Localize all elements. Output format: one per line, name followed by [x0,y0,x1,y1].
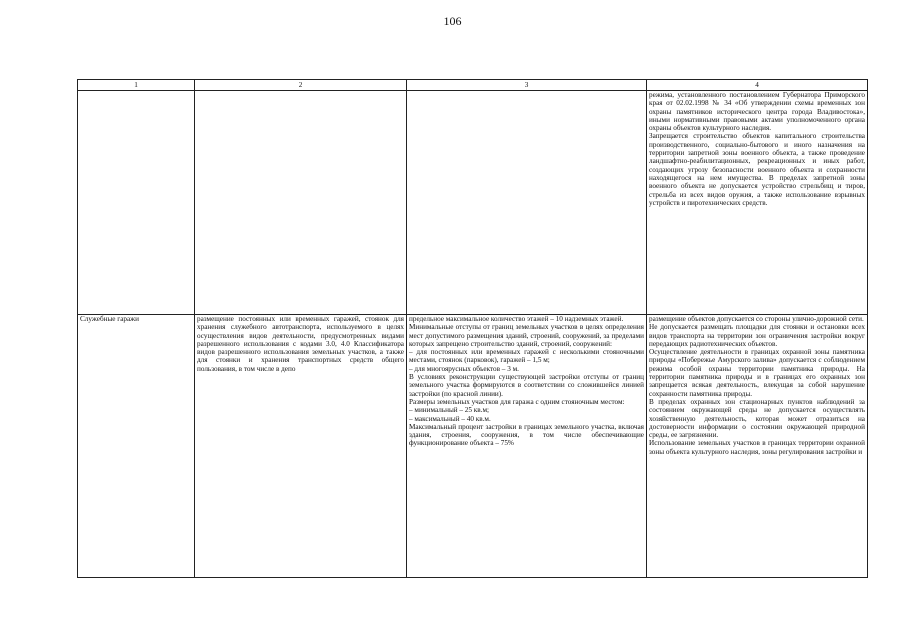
cont-col4-paragraph: Запрещается строительство объектов капитального строительства производственного, социально-бытового и иного назначения на территории запретной зоны военного объекта, а также проведение ландшафтно-реабилитационных, рекреационных и иных работ, создающих угрозу безопасности военного объекта и сохранности находящегося на нем имущества. В пределах запретной зоны военного объекта не допускается устройство стрельбищ и тиров, стрельба из всех видов оружия, а также использование взрывных устройств и пиротехнических средств. [649,132,865,207]
page-number: 106 [443,14,462,28]
parameter-line: – минимальный – 25 кв.м; [409,406,490,415]
restriction-paragraph: Использование земельных участков в границах территории охранной зоны объекта культурного наследия, зоны регулирования застройки и [649,439,865,456]
restrictions-cell [647,315,868,578]
parameter-line: – для постоянных или временных гаражей с несколькими стояночными местами, стоянок (парковок), гаражей – 1,5 м; [409,348,644,365]
parameter-line: Размеры земельных участков для гаража с одним стояночным местом: [409,397,625,406]
parameter-line: предельное максимальное количество этажей – 10 надземных этажей. [409,315,624,323]
table-header-row [78,80,868,91]
header-col-3: 3 [407,80,647,91]
land-use-type-cell: Служебные гаражи [78,315,195,578]
restriction-paragraph: размещение объектов допускается со стороны улично-дорожной сети. [649,315,864,323]
zoning-table [77,79,868,578]
header-col-1: 1 [78,80,195,91]
header-col-2: 2 [195,80,407,91]
parameters-cell [407,315,647,578]
restriction-paragraph: Не допускается размещать площадки для стоянки и остановки всех видов транспорта на территории зон ограничения застройки вокруг передающих радиотехнических объектов. [649,323,865,348]
table-row-service-garages [78,315,868,578]
restriction-paragraph: Осуществление деятельности в границах охранной зоны памятника природы «Побережье Амурского залива» допускается с соблюдением режима особой охраны территории памятника природы. На территории памятника природы и в границах его охранных зон запрещается всякая деятельность, влекущая за собой нарушение сохранности памятника природы. [649,348,865,398]
cont-cell-col3 [407,91,647,315]
restriction-paragraph: В пределах охранных зон стационарных пунктов наблюдений за состоянием окружающей среды не допускается осуществлять хозяйственную деятельность, которая может отразиться на достоверности информации о состоянии окружающей природной среды, ее загрязнении. [649,397,865,440]
parameter-line: Минимальные отступы от границ земельных участков в целях определения мест допустимого размещения зданий, строений, сооружений, за пределами которых запрещено строительство зданий, строений, сооружений: [409,323,644,348]
header-col-4: 4 [647,80,868,91]
parameter-line: – максимальный – 40 кв.м. [409,414,491,423]
cont-col4-paragraph: режима, установленного постановлением Губернатора Приморского края от 02.02.1998 № 34 «Об утверждении схемы временных зон охраны памятников исторического центра города Владивостока», иными нормативными правовыми актами уполномоченного органа охраны объектов культурного наследия. [649,91,865,133]
parameter-line: В условиях реконструкции существующей застройки отступы от границ земельного участка формируются в соответствии со сложившейся линией застройки (по красной линии). [409,373,644,398]
table-row-continuation [78,91,868,315]
cont-cell-col4 [647,91,868,315]
use-description-cell: размещение постоянных или временных гаражей, стоянок для хранения служебного автотранспорта, используемого в целях осуществления видов деятельности, предусмотренных видами разрешенного использования с кодами 3.0, 4.0 Классификатора видов разрешенного использования земельных участков, а также для стоянки и хранения транспортных средств общего пользования, в том числе в депо [195,315,407,578]
parameter-line: Максимальный процент застройки в границах земельного участка, включая здания, строения, сооружения, в том числе обеспечивающие функционирование объекта – 75% [409,422,644,448]
cont-cell-col2 [195,91,407,315]
parameter-line: – для многоярусных объектов – 3 м. [409,364,519,373]
cont-cell-col1 [78,91,195,315]
